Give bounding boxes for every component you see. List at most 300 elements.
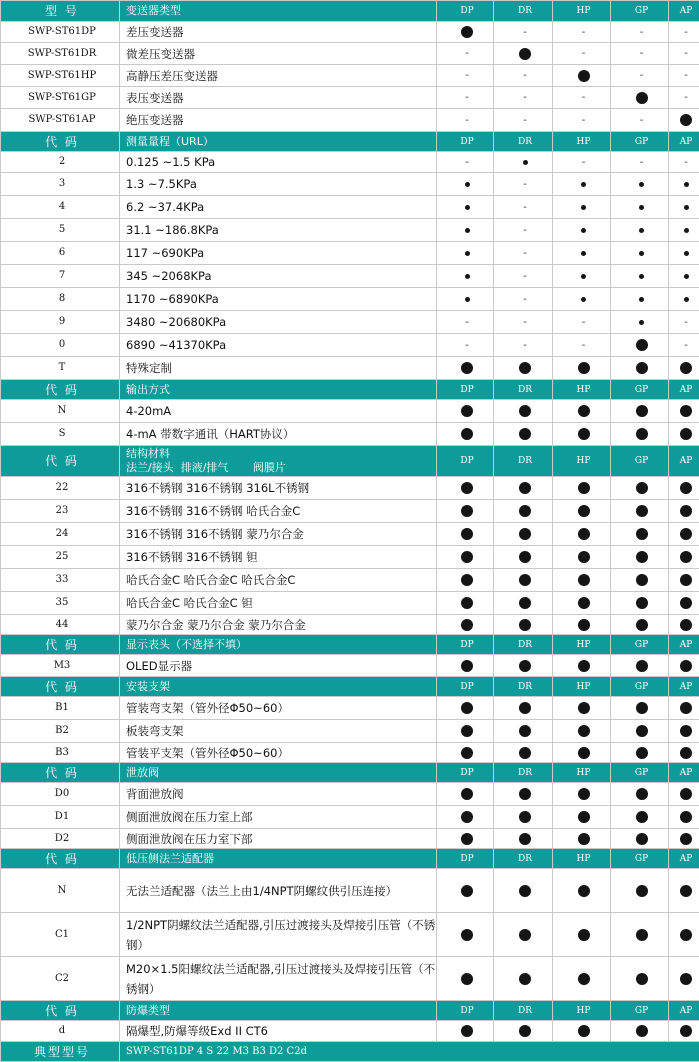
filled-dot-small	[465, 182, 470, 187]
filled-dot-large	[461, 973, 473, 985]
cell-hp	[553, 109, 611, 132]
dash-mark: -	[523, 27, 527, 38]
filled-dot-large	[636, 339, 648, 351]
filled-dot-large	[680, 725, 692, 737]
table-row	[1, 43, 699, 65]
cell-ap	[669, 334, 699, 357]
filled-dot-large	[461, 597, 473, 609]
cell-ap	[669, 697, 699, 720]
cell-gp	[611, 546, 669, 569]
filled-dot-large	[461, 362, 473, 374]
cell-dp	[437, 592, 494, 615]
cell-ap	[669, 242, 699, 265]
cell-ap	[669, 219, 699, 242]
column-header-gp: GP	[611, 677, 669, 697]
cell-hp	[553, 697, 611, 720]
filled-dot-large	[636, 551, 648, 563]
cell-dr	[494, 720, 553, 743]
cell-ap	[669, 806, 699, 829]
dash-mark: -	[582, 92, 586, 103]
cell-hp	[553, 569, 611, 592]
cell-ap	[669, 743, 699, 763]
filled-dot-large	[578, 885, 590, 897]
table-row	[1, 242, 699, 265]
cell-hp	[553, 523, 611, 546]
row-description: 差压变送器	[120, 22, 437, 43]
row-description: 1/2NPT阴螺纹法兰适配器,引压过渡接头及焊接引压管（不锈钢）	[120, 913, 437, 957]
table-row	[1, 783, 699, 806]
filled-dot-large	[578, 619, 590, 631]
filled-dot-small	[684, 274, 689, 279]
filled-dot-large	[636, 528, 648, 540]
cell-dr	[494, 423, 553, 446]
filled-dot-large	[519, 833, 531, 845]
filled-dot-large	[578, 405, 590, 417]
filled-dot-large	[680, 551, 692, 563]
cell-hp	[553, 743, 611, 763]
cell-dr	[494, 43, 553, 65]
cell-dr	[494, 109, 553, 132]
cell-dr	[494, 829, 553, 849]
filled-dot-large	[680, 833, 692, 845]
cell-dp	[437, 22, 494, 43]
row-description: OLED显示器	[120, 655, 437, 677]
filled-dot-large	[578, 725, 590, 737]
filled-dot-small	[639, 297, 644, 302]
section-header	[1, 763, 699, 783]
filled-dot-large	[578, 70, 590, 82]
column-header-dp: DP	[437, 446, 494, 477]
filled-dot-large	[636, 1025, 648, 1037]
cell-dp	[437, 242, 494, 265]
filled-dot-large	[578, 833, 590, 845]
cell-hp	[553, 783, 611, 806]
column-header-hp: HP	[553, 446, 611, 477]
cell-dr	[494, 913, 553, 957]
filled-dot-small	[639, 228, 644, 233]
cell-hp	[553, 806, 611, 829]
dash-mark: -	[523, 271, 527, 282]
cell-dr	[494, 87, 553, 109]
filled-dot-small	[465, 228, 470, 233]
cell-hp	[553, 334, 611, 357]
filled-dot-large	[461, 811, 473, 823]
row-description: 4-20mA	[120, 400, 437, 423]
row-description: 哈氏合金C 哈氏合金C 哈氏合金C	[120, 569, 437, 592]
cell-ap	[669, 546, 699, 569]
filled-dot-small	[581, 297, 586, 302]
column-header-hp: HP	[553, 380, 611, 400]
cell-dr	[494, 242, 553, 265]
row-code: D2	[1, 829, 120, 849]
row-code: B2	[1, 720, 120, 743]
filled-dot-large	[461, 1025, 473, 1037]
dash-mark: -	[640, 70, 644, 81]
table-row	[1, 87, 699, 109]
cell-dr	[494, 957, 553, 1001]
filled-dot-large	[519, 811, 531, 823]
table-row	[1, 311, 699, 334]
dash-mark: -	[465, 157, 469, 168]
filled-dot-large	[680, 929, 692, 941]
cell-dr	[494, 334, 553, 357]
filled-dot-large	[461, 528, 473, 540]
section-title: 安装支架	[120, 677, 437, 697]
dash-mark: -	[523, 202, 527, 213]
cell-dp	[437, 957, 494, 1001]
column-header-ap: AP	[669, 132, 699, 152]
cell-dp	[437, 196, 494, 219]
cell-dr	[494, 615, 553, 635]
table-row	[1, 423, 699, 446]
table-row	[1, 500, 699, 523]
filled-dot-small	[684, 251, 689, 256]
column-header-gp: GP	[611, 1001, 669, 1021]
cell-dr	[494, 697, 553, 720]
table-row	[1, 288, 699, 311]
column-header-hp: HP	[553, 677, 611, 697]
filled-dot-large	[461, 929, 473, 941]
filled-dot-large	[680, 505, 692, 517]
filled-dot-small	[523, 160, 528, 165]
filled-dot-large	[680, 788, 692, 800]
filled-dot-large	[461, 405, 473, 417]
cell-gp	[611, 334, 669, 357]
cell-hp	[553, 265, 611, 288]
dash-mark: -	[523, 340, 527, 351]
cell-ap	[669, 869, 699, 913]
row-description: 3480 ~20680KPa	[120, 311, 437, 334]
dash-mark: -	[582, 115, 586, 126]
filled-dot-large	[461, 725, 473, 737]
row-code: D0	[1, 783, 120, 806]
row-code: S	[1, 423, 120, 446]
column-header-dp: DP	[437, 380, 494, 400]
cell-ap	[669, 655, 699, 677]
cell-dr	[494, 477, 553, 500]
cell-hp	[553, 500, 611, 523]
row-code: 9	[1, 311, 120, 334]
cell-gp	[611, 500, 669, 523]
cell-gp	[611, 913, 669, 957]
cell-dp	[437, 1021, 494, 1042]
column-header-gp: GP	[611, 635, 669, 655]
section-title: 防爆类型	[120, 1001, 437, 1021]
cell-dr	[494, 592, 553, 615]
cell-gp	[611, 87, 669, 109]
column-header-dp: DP	[437, 849, 494, 869]
filled-dot-large	[636, 702, 648, 714]
cell-dr	[494, 173, 553, 196]
row-description: 高静压差压变送器	[120, 65, 437, 87]
row-code: D1	[1, 806, 120, 829]
cell-dp	[437, 869, 494, 913]
column-header-gp: GP	[611, 132, 669, 152]
filled-dot-large	[519, 660, 531, 672]
filled-dot-large	[578, 660, 590, 672]
cell-dr	[494, 65, 553, 87]
section-code-header: 代 码	[1, 635, 120, 655]
row-description: 表压变送器	[120, 87, 437, 109]
filled-dot-large	[636, 725, 648, 737]
filled-dot-large	[461, 619, 473, 631]
cell-gp	[611, 423, 669, 446]
column-header-gp: GP	[611, 380, 669, 400]
column-header-hp: HP	[553, 635, 611, 655]
dash-mark: -	[684, 70, 688, 81]
filled-dot-large	[578, 482, 590, 494]
cell-dr	[494, 546, 553, 569]
row-code: T	[1, 357, 120, 380]
cell-dp	[437, 219, 494, 242]
column-header-ap: AP	[669, 1, 699, 22]
cell-ap	[669, 196, 699, 219]
filled-dot-large	[461, 574, 473, 586]
row-description: 4-mA 带数字通讯（HART协议）	[120, 423, 437, 446]
cell-hp	[553, 219, 611, 242]
section-code-header: 代 码	[1, 380, 120, 400]
cell-dr	[494, 500, 553, 523]
section-title: 低压侧法兰适配器	[120, 849, 437, 869]
cell-gp	[611, 43, 669, 65]
filled-dot-large	[680, 885, 692, 897]
column-header-dr: DR	[494, 677, 553, 697]
section-code-header: 代 码	[1, 1001, 120, 1021]
filled-dot-small	[639, 320, 644, 325]
row-description: 绝压变送器	[120, 109, 437, 132]
dash-mark: -	[465, 340, 469, 351]
cell-dp	[437, 500, 494, 523]
table-row	[1, 357, 699, 380]
cell-ap	[669, 569, 699, 592]
dash-mark: -	[582, 340, 586, 351]
column-header-dp: DP	[437, 132, 494, 152]
row-code: 3	[1, 173, 120, 196]
cell-dp	[437, 152, 494, 173]
column-header-dp: DP	[437, 1001, 494, 1021]
cell-gp	[611, 697, 669, 720]
filled-dot-large	[636, 811, 648, 823]
filled-dot-large	[519, 702, 531, 714]
cell-ap	[669, 265, 699, 288]
cell-hp	[553, 477, 611, 500]
row-description: 1.3 ~7.5KPa	[120, 173, 437, 196]
table-row	[1, 592, 699, 615]
cell-dp	[437, 655, 494, 677]
cell-gp	[611, 242, 669, 265]
cell-dp	[437, 913, 494, 957]
column-header-ap: AP	[669, 677, 699, 697]
row-code: 0	[1, 334, 120, 357]
filled-dot-large	[680, 747, 692, 759]
row-description: 0.125 ~1.5 KPa	[120, 152, 437, 173]
cell-ap	[669, 65, 699, 87]
dash-mark: -	[523, 115, 527, 126]
filled-dot-large	[519, 505, 531, 517]
dash-mark: -	[523, 317, 527, 328]
row-description: 背面泄放阀	[120, 783, 437, 806]
filled-dot-large	[636, 660, 648, 672]
filled-dot-large	[461, 26, 473, 38]
cell-gp	[611, 219, 669, 242]
cell-dp	[437, 311, 494, 334]
table-row	[1, 913, 699, 957]
cell-dp	[437, 806, 494, 829]
filled-dot-large	[636, 619, 648, 631]
table-row	[1, 615, 699, 635]
filled-dot-large	[636, 788, 648, 800]
filled-dot-large	[636, 428, 648, 440]
filled-dot-large	[636, 973, 648, 985]
filled-dot-large	[636, 747, 648, 759]
cell-hp	[553, 43, 611, 65]
row-code: 5	[1, 219, 120, 242]
filled-dot-small	[639, 182, 644, 187]
row-code: 7	[1, 265, 120, 288]
cell-gp	[611, 288, 669, 311]
table-row	[1, 869, 699, 913]
table-row	[1, 334, 699, 357]
cell-gp	[611, 22, 669, 43]
column-header-hp: HP	[553, 132, 611, 152]
row-description: 316不锈钢 316不锈钢 钽	[120, 546, 437, 569]
table-row	[1, 265, 699, 288]
filled-dot-small	[581, 182, 586, 187]
row-description: 6.2 ~37.4KPa	[120, 196, 437, 219]
filled-dot-large	[461, 788, 473, 800]
cell-gp	[611, 173, 669, 196]
filled-dot-large	[519, 362, 531, 374]
dash-mark: -	[465, 70, 469, 81]
row-code: C2	[1, 957, 120, 1001]
column-header-hp: HP	[553, 763, 611, 783]
cell-ap	[669, 152, 699, 173]
dash-mark: -	[684, 317, 688, 328]
column-header-gp: GP	[611, 446, 669, 477]
dash-mark: -	[523, 225, 527, 236]
dash-mark: -	[582, 27, 586, 38]
filled-dot-small	[581, 251, 586, 256]
cell-dp	[437, 615, 494, 635]
cell-ap	[669, 477, 699, 500]
column-header-gp: GP	[611, 849, 669, 869]
section-header	[1, 1001, 699, 1021]
dash-mark: -	[523, 248, 527, 259]
section-header	[1, 677, 699, 697]
filled-dot-large	[680, 528, 692, 540]
section-code-header: 代 码	[1, 677, 120, 697]
cell-ap	[669, 311, 699, 334]
cell-gp	[611, 152, 669, 173]
cell-hp	[553, 357, 611, 380]
filled-dot-large	[578, 574, 590, 586]
cell-ap	[669, 357, 699, 380]
cell-ap	[669, 22, 699, 43]
cell-ap	[669, 957, 699, 1001]
section-code-header: 代 码	[1, 132, 120, 152]
cell-hp	[553, 423, 611, 446]
filled-dot-large	[680, 660, 692, 672]
filled-dot-large	[461, 428, 473, 440]
table-row	[1, 152, 699, 173]
cell-hp	[553, 615, 611, 635]
dash-mark: -	[684, 48, 688, 59]
filled-dot-large	[680, 362, 692, 374]
section-header	[1, 132, 699, 152]
cell-hp	[553, 196, 611, 219]
row-code: 2	[1, 152, 120, 173]
filled-dot-large	[461, 551, 473, 563]
column-header-dr: DR	[494, 849, 553, 869]
filled-dot-large	[578, 747, 590, 759]
cell-gp	[611, 569, 669, 592]
cell-hp	[553, 957, 611, 1001]
column-header-dr: DR	[494, 1, 553, 22]
filled-dot-large	[636, 574, 648, 586]
dash-mark: -	[684, 27, 688, 38]
filled-dot-large	[636, 362, 648, 374]
row-code: 35	[1, 592, 120, 615]
column-header-gp: GP	[611, 1, 669, 22]
filled-dot-large	[519, 747, 531, 759]
filled-dot-large	[461, 702, 473, 714]
table-row	[1, 743, 699, 763]
cell-dp	[437, 546, 494, 569]
filled-dot-large	[636, 92, 648, 104]
table-body	[1, 1, 699, 1062]
cell-gp	[611, 196, 669, 219]
row-code: 8	[1, 288, 120, 311]
filled-dot-large	[519, 551, 531, 563]
dash-mark: -	[523, 179, 527, 190]
cell-gp	[611, 655, 669, 677]
filled-dot-small	[639, 205, 644, 210]
column-header-dp: DP	[437, 635, 494, 655]
filled-dot-large	[636, 833, 648, 845]
filled-dot-large	[519, 1025, 531, 1037]
row-description: 板装弯支架	[120, 720, 437, 743]
filled-dot-small	[684, 182, 689, 187]
section-title-line: 结构材料	[126, 447, 436, 461]
filled-dot-large	[680, 619, 692, 631]
section-code-header: 代 码	[1, 849, 120, 869]
filled-dot-small	[465, 274, 470, 279]
row-code: 22	[1, 477, 120, 500]
filled-dot-small	[465, 205, 470, 210]
cell-ap	[669, 500, 699, 523]
cell-ap	[669, 109, 699, 132]
dash-mark: -	[640, 27, 644, 38]
dash-mark: -	[523, 92, 527, 103]
filled-dot-large	[578, 505, 590, 517]
cell-dp	[437, 109, 494, 132]
cell-hp	[553, 173, 611, 196]
row-description: 微差压变送器	[120, 43, 437, 65]
cell-ap	[669, 400, 699, 423]
section-header	[1, 1, 699, 22]
filled-dot-large	[578, 788, 590, 800]
section-title: 输出方式	[120, 380, 437, 400]
filled-dot-large	[680, 428, 692, 440]
section-code-header: 代 码	[1, 763, 120, 783]
cell-dr	[494, 783, 553, 806]
cell-ap	[669, 173, 699, 196]
row-description: 侧面泄放阀在压力室下部	[120, 829, 437, 849]
cell-gp	[611, 265, 669, 288]
table-row	[1, 523, 699, 546]
cell-dp	[437, 697, 494, 720]
filled-dot-large	[519, 574, 531, 586]
